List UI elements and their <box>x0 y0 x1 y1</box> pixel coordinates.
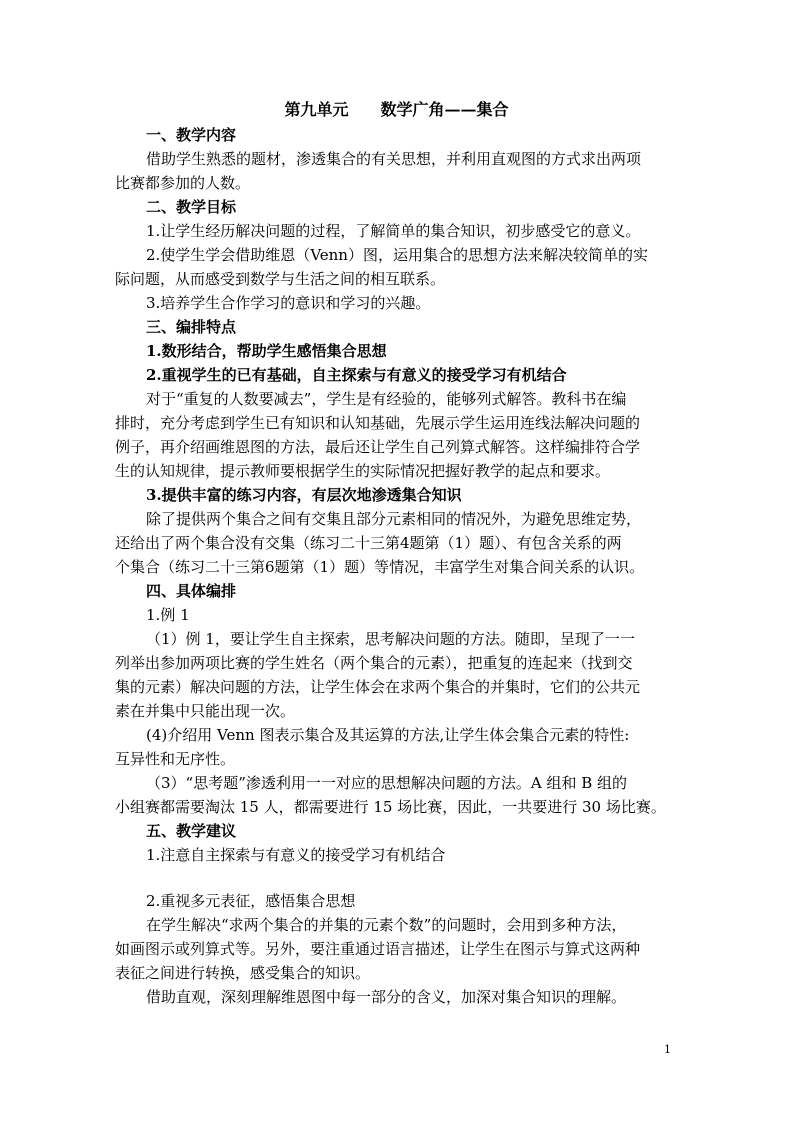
paragraph-line: 素在并集中只能出现一次。 <box>115 702 296 720</box>
paragraph-line: 表征之间进行转换，感受集合的知识。 <box>115 964 371 982</box>
subheading: 3.提供丰富的练习内容，有层次地渗透集合知识 <box>146 486 462 504</box>
paragraph-line: （3）“思考题”渗透利用一一对应的思想解决问题的方法。A 组和 B 组的 <box>146 774 628 792</box>
paragraph-line: 互异性和无序性。 <box>115 750 236 768</box>
page-title: 第九单元 数学广角——集合 <box>284 100 509 119</box>
paragraph-line: 列举出参加两项比赛的学生姓名（两个集合的元素），把重复的连起来（找到交 <box>115 654 633 672</box>
paragraph-line: （1）例 1，要让学生自主探索，思考解决问题的方法。随即，呈现了一一 <box>146 630 635 648</box>
paragraph-line: 对于“重复的人数要减去”，学生是有经验的，能够列式解答。教科书在编 <box>146 390 627 408</box>
paragraph-line: 个集合（练习二十三第6题第（1）题）等情况，丰富学生对集合间关系的认识。 <box>115 558 645 576</box>
paragraph-line: 例子，再介绍画维恩图的方法，最后还让学生自己列算式解答。这样编排符合学 <box>115 438 641 456</box>
paragraph-line: 生的认知规律，提示教师要根据学生的实际情况把握好教学的起点和要求。 <box>115 462 611 480</box>
paragraph-line: 如画图示或列算式等。另外，要注重通过语言描述，让学生在图示与算式这两种 <box>115 940 641 958</box>
goal-item: 3.培养学生合作学习的意识和学习的兴趣。 <box>146 294 431 312</box>
paragraph-line: 除了提供两个集合之间有交集且部分元素相同的情况外，为避免思维定势， <box>146 510 642 528</box>
section-heading-arrangement: 四、具体编排 <box>146 582 237 600</box>
goal-item: 1.让学生经历解决问题的过程，了解简单的集合知识，初步感受它的意义。 <box>146 222 641 240</box>
example-label: 1.例 1 <box>146 606 190 624</box>
section-heading-goals: 二、教学目标 <box>146 198 237 216</box>
page-number: 1 <box>664 1043 671 1056</box>
paragraph-line: 排时，充分考虑到学生已有知识和认知基础，先展示学生运用连线法解决问题的 <box>115 414 641 432</box>
goal-item: 2.使学生学会借助维恩（Venn）图，运用集合的思想方法来解决较简单的实 <box>146 246 648 264</box>
suggestion-item: 1.注意自主探索与有意义的接受学习有机结合 <box>146 846 446 864</box>
section-heading-content: 一、教学内容 <box>146 126 237 144</box>
paragraph-line: 借助学生熟悉的题材，渗透集合的有关思想，并利用直观图的方式求出两项 <box>146 150 642 168</box>
paragraph-line: 集的元素）解决问题的方法，让学生体会在求两个集合的并集时，它们的公共元 <box>115 678 641 696</box>
subheading: 1.数形结合，帮助学生感悟集合思想 <box>146 342 387 360</box>
paragraph-line: 还给出了两个集合没有交集（练习二十三第4题第（1）题）、有包含关系的两 <box>115 534 622 552</box>
goal-item-continued: 际问题，从而感受到数学与生活之间的相互联系。 <box>115 270 446 288</box>
paragraph-line: 借助直观，深刻理解维恩图中每一部分的含义，加深对集合知识的理解。 <box>146 988 627 1006</box>
section-heading-suggestions: 五、教学建议 <box>146 822 237 840</box>
paragraph-line: 在学生解决“求两个集合的并集的元素个数”的问题时，会用到多种方法， <box>146 916 627 934</box>
subheading: 2.重视学生的已有基础，自主探索与有意义的接受学习有机结合 <box>146 366 567 384</box>
section-heading-features: 三、编排特点 <box>146 318 237 336</box>
paragraph-line: 小组赛都需要淘汰 15 人，都需要进行 15 场比赛，因此，一共要进行 30 场比赛。 <box>115 798 666 816</box>
suggestion-item: 2.重视多元表征，感悟集合思想 <box>146 892 356 910</box>
paragraph-line: 比赛都参加的人数。 <box>115 174 251 192</box>
paragraph-line: (4)介绍用 Venn 图表示集合及其运算的方法,让学生体会集合元素的特性: <box>146 726 630 744</box>
